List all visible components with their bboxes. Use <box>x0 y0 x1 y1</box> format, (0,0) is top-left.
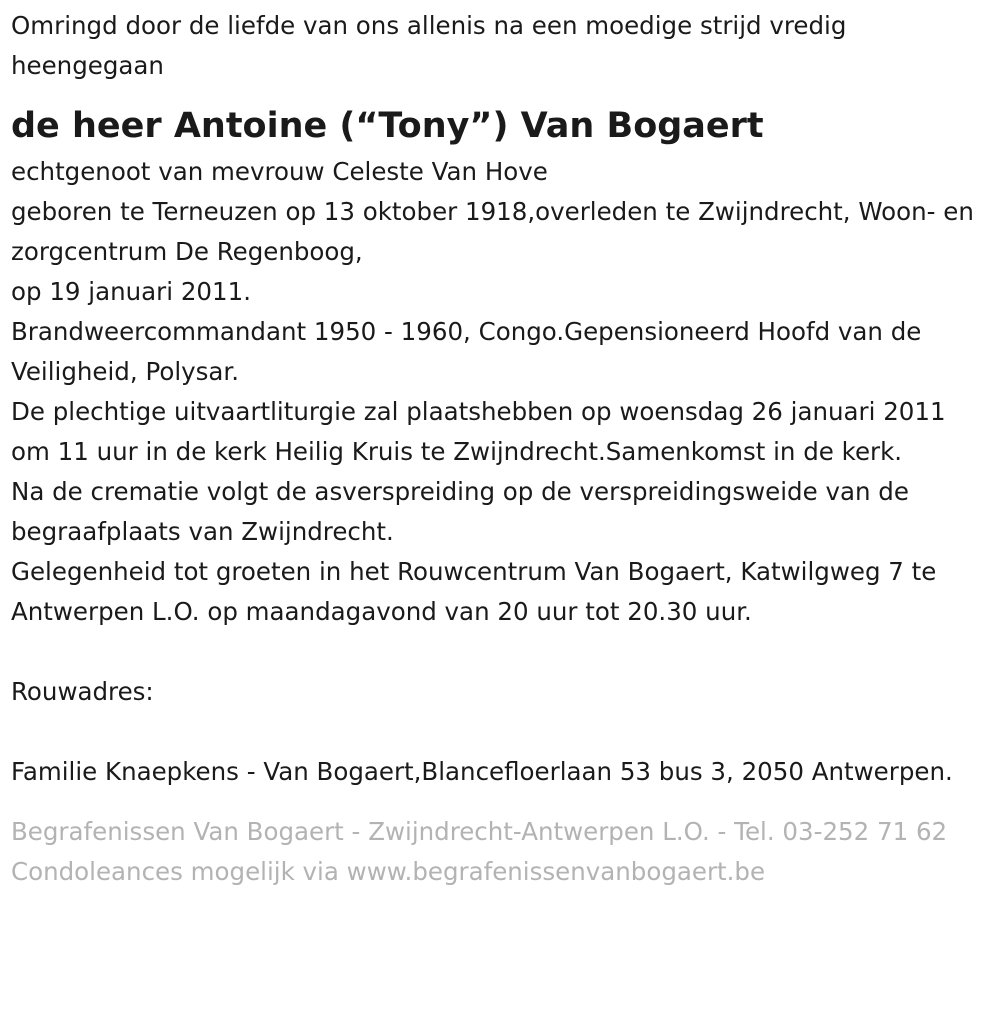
spacer <box>11 632 990 672</box>
spacer <box>11 712 990 752</box>
intro-text: Omringd door de liefde van ons allenis na een moedige strijd vredig heengegaan <box>11 11 847 80</box>
mourning-address: Familie Knaepkens - Van Bogaert,Blancefloerlaan 53 bus 3, 2050 Antwerpen. <box>11 757 953 786</box>
death-date-text: op 19 januari 2011. <box>11 277 251 306</box>
funeral-text: De plechtige uitvaartliturgie zal plaatshebben op woensdag 26 januari 2011 om 11 uur in de kerk Heilig Kruis te Zwijndrecht.Samenkomst in de kerk. <box>11 397 946 466</box>
address-label: Rouwadres: <box>11 677 154 706</box>
spouse-text: echtgenoot van mevrouw Celeste Van Hove <box>11 157 548 186</box>
visitation-text: Gelegenheid tot groeten in het Rouwcentrum Van Bogaert, Katwilgweg 7 te Antwerpen L.O. op maandagavond van 20 uur tot 20.30 uur. <box>11 557 937 626</box>
career-text: Brandweercommandant 1950 - 1960, Congo.Gepensioneerd Hoofd van de Veiligheid, Polysar. <box>11 317 922 386</box>
birth-death-text: geboren te Terneuzen op 13 oktober 1918,overleden te Zwijndrecht, Woon- en zorgcentrum De Regenboog, <box>11 197 974 266</box>
cremation-text: Na de crematie volgt de asverspreiding op de verspreidingsweide van de begraafplaats van Zwijndrecht. <box>11 477 909 546</box>
deceased-name: de heer Antoine (“Tony”) Van Bogaert <box>11 106 764 146</box>
footer-text: Begrafenissen Van Bogaert - Zwijndrecht-Antwerpen L.O. - Tel. 03-252 71 62 Condoleances mogelijk via www.begrafenissenvanbogaert.be <box>11 817 948 886</box>
